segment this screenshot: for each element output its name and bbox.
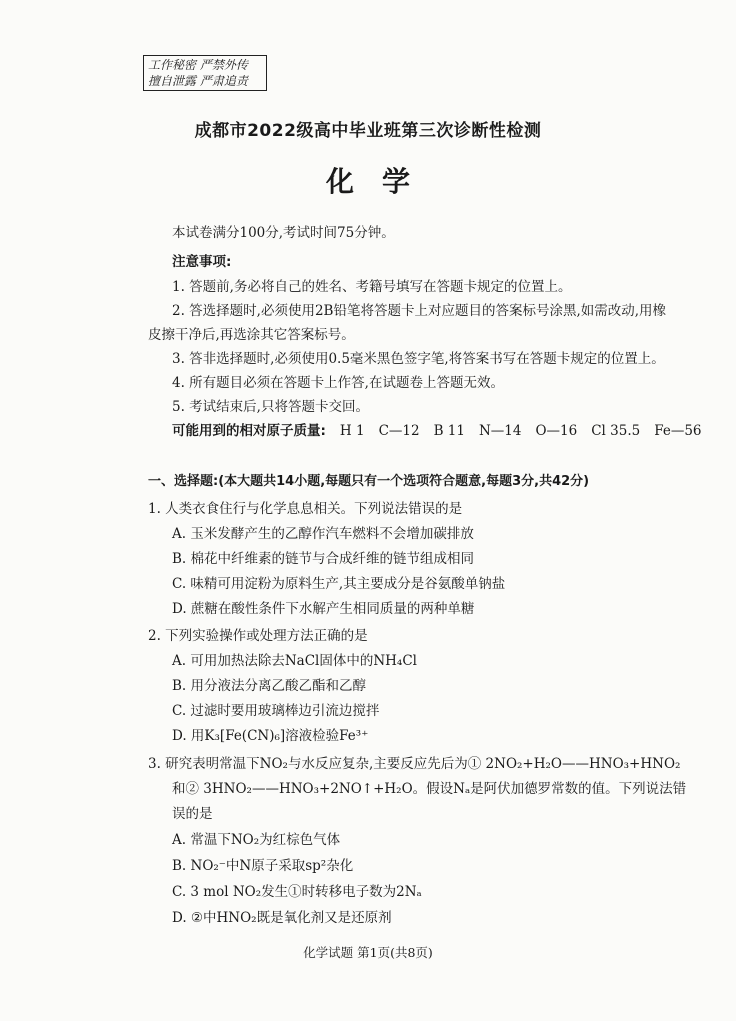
note-item: 1. 答题前,务必将自己的姓名、考籍号填写在答题卡规定的位置上。 <box>172 279 572 295</box>
question-stem-1: 1. 人类衣食住行与化学息息相关。下列说法错误的是 <box>148 501 463 517</box>
atomic-mass-b: B 11 <box>433 423 465 439</box>
exam-title: 成都市2022级高中毕业班第三次诊断性检测 <box>194 121 542 141</box>
question-stem-2: 2. 下列实验操作或处理方法正确的是 <box>148 628 368 644</box>
atomic-mass-o: O—16 <box>535 423 578 439</box>
option-2c: C. 过滤时要用玻璃棒边引流边搅拌 <box>172 703 380 719</box>
note-item: 5. 考试结束后,只将答题卡交回。 <box>172 399 369 415</box>
question-stem-3-line-3: 误的是 <box>172 806 213 822</box>
option-1b: B. 棉花中纤维素的链节与合成纤维的链节组成相同 <box>172 551 475 567</box>
option-3b: B. NO₂⁻中N原子采取sp²杂化 <box>172 858 354 874</box>
question-stem-3-line-2: 和② 3HNO₂——HNO₃+2NO↑+H₂O。假设Nₐ是阿伏加德罗常数的值。下列说法错 <box>172 781 687 797</box>
atomic-mass-cl: Cl 35.5 <box>591 423 641 439</box>
stamp-line-1: 工作秘密 严禁外传 <box>148 58 248 72</box>
question-stem-3-line-1: 3. 研究表明常温下NO₂与水反应复杂,主要反应先后为① 2NO₂+H₂O——HNO₃+HNO₂ <box>148 756 681 772</box>
atomic-mass-n: N—14 <box>478 423 522 439</box>
atomic-mass-fe: Fe—56 <box>654 423 702 439</box>
note-item: 4. 所有题目必须在答题卡上作答,在试题卷上答题无效。 <box>172 375 504 391</box>
notes-heading: 注意事项: <box>172 254 232 270</box>
atomic-mass-c: C—12 <box>378 423 420 439</box>
atomic-mass-label: 可能用到的相对原子质量: <box>172 423 326 439</box>
option-3c: C. 3 mol NO₂发生①时转移电子数为2Nₐ <box>172 884 422 900</box>
option-1a: A. 玉米发酵产生的乙醇作汽车燃料不会增加碳排放 <box>172 526 474 542</box>
section-heading: 一、选择题:(本大题共14小题,每题只有一个选项符合题意,每题3分,共42分) <box>148 474 590 489</box>
note-item: 皮擦干净后,再选涂其它答案标号。 <box>148 327 355 343</box>
stamp-line-2: 擅自泄露 严肃追责 <box>148 74 248 88</box>
subject-title: 化学 <box>325 165 438 198</box>
option-2d: D. 用K₃[Fe(CN)₆]溶液检验Fe³⁺ <box>172 728 369 744</box>
note-item: 2. 答选择题时,必须使用2B铅笔将答题卡上对应题目的答案标号涂黑,如需改动,用橡 <box>172 303 667 319</box>
intro-text: 本试卷满分100分,考试时间75分钟。 <box>172 225 395 241</box>
option-2b: B. 用分液法分离乙酸乙酯和乙醇 <box>172 678 367 694</box>
option-1c: C. 味精可用淀粉为原料生产,其主要成分是谷氨酸单钠盐 <box>172 576 506 592</box>
option-1d: D. 蔗糖在酸性条件下水解产生相同质量的两种单糖 <box>172 601 475 617</box>
atomic-mass-line <box>172 419 716 439</box>
option-3a: A. 常温下NO₂为红棕色气体 <box>172 832 341 848</box>
confidential-stamp <box>143 55 267 91</box>
page-footer: 化学试题 第1页(共8页) <box>303 945 433 960</box>
atomic-mass-h: H 1 <box>339 423 365 439</box>
option-3d: D. ②中HNO₂既是氧化剂又是还原剂 <box>172 910 392 926</box>
option-2a: A. 可用加热法除去NaCl固体中的NH₄Cl <box>172 653 417 669</box>
note-item: 3. 答非选择题时,必须使用0.5毫米黑色签字笔,将答案书写在答题卡规定的位置上。 <box>172 351 665 367</box>
